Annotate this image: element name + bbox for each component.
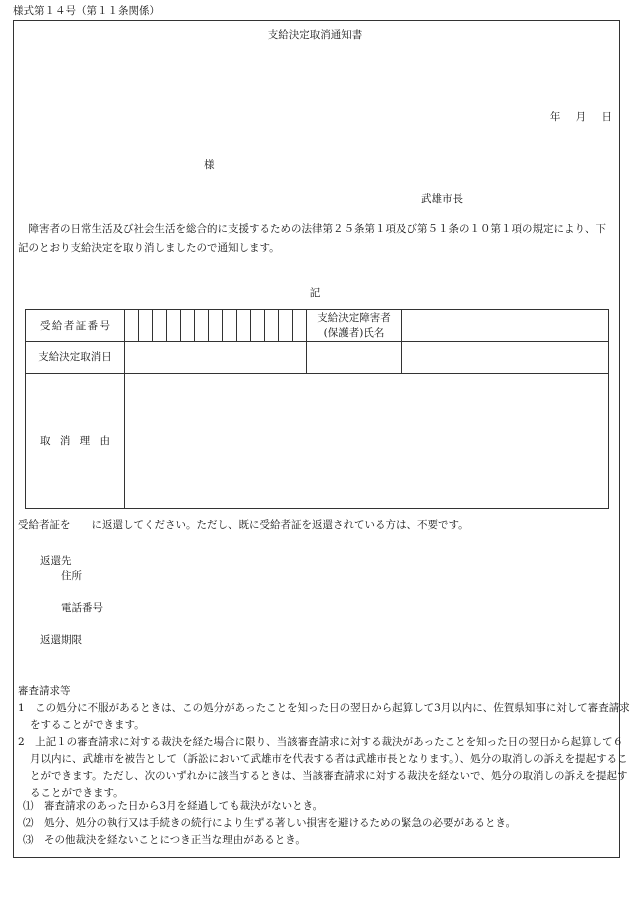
return-note: 受給者証を に返還してください。ただし、既に受給者証を返還されている方は、不要です。 [18, 519, 469, 531]
appeal-sub-item-2: ⑵ 処分、処分の執行又は手続きの続行により生ずる著しい損害を避けるための緊急の必要があるとき。 [23, 817, 517, 829]
person-name-label [307, 310, 402, 342]
return-deadline-label: 返還期限 [40, 634, 82, 646]
cancel-date-extra-a[interactable] [307, 342, 402, 374]
appeal-heading: 審査請求等 [18, 685, 71, 697]
cancel-date-value[interactable] [125, 342, 307, 374]
person-name-label-line2: (保護者)氏名 [323, 326, 385, 339]
digit-cell[interactable] [167, 310, 181, 342]
digit-cell[interactable] [293, 310, 307, 342]
digit-cell[interactable] [181, 310, 195, 342]
appeal-sub-item-1: ⑴ 審査請求のあった日から3月を経過しても裁決がないとき。 [23, 800, 324, 812]
digit-cell[interactable] [209, 310, 223, 342]
digit-cell[interactable] [223, 310, 237, 342]
ki-heading: 記 [309, 287, 321, 299]
notice-body: 障害者の日常生活及び社会生活を総合的に支援するための法律第２５条第１項及び第５１条の１０第１項の規定により、下記のとおり支給決定を取り消しましたので通知します。 [18, 223, 606, 254]
appeal-sub-item-3: ⑶ その他裁決を経ないことにつき正当な理由があるとき。 [23, 834, 306, 846]
info-table [25, 309, 609, 509]
digit-cell[interactable] [125, 310, 139, 342]
digit-cell[interactable] [265, 310, 279, 342]
certificate-number-label: 受給者証番号 [26, 310, 125, 342]
appeal-item-1: 1 この処分に不服があるときは、この処分があったことを知った日の翌日から起算して3月以内に、佐賀県知事に対して審査請求をすることができます。 [18, 702, 630, 731]
date-month: 月 [575, 111, 587, 123]
appeal-item-2: 2 上記１の審査請求に対する裁決を経た場合に限り、当該審査請求に対する裁決があったことを知った日の翌日から起算して６月以内に、武雄市を被告として（訴訟において武雄市を代表する者は武雄市長となります。）、処分の取消しの訴えを提起することができます。ただし、次のいずれかに該当するときは、当該審査請求に対する裁決を経ないで、処分の取消しの訴えを提起することができます。 [18, 736, 628, 799]
return-destination-label: 返還先 [40, 555, 72, 567]
address-label: 住所 [61, 570, 82, 582]
date-day: 日 [601, 111, 612, 123]
digit-cell[interactable] [237, 310, 251, 342]
digit-cell[interactable] [153, 310, 167, 342]
form-number: 様式第１４号（第１１条関係） [13, 5, 160, 17]
cancel-date-label: 支給決定取消日 [26, 342, 125, 374]
digit-cell[interactable] [195, 310, 209, 342]
person-name-value[interactable] [402, 310, 609, 342]
digit-cell[interactable] [251, 310, 265, 342]
recipient-suffix: 様 [204, 159, 215, 171]
digit-cell[interactable] [279, 310, 293, 342]
cancel-date-extra-b[interactable] [402, 342, 609, 374]
digit-cell[interactable] [139, 310, 153, 342]
issuer-name: 武雄市長 [421, 193, 463, 205]
date-year: 年 [549, 111, 561, 123]
cancel-reason-value[interactable] [125, 374, 609, 509]
cancel-reason-label: 取消理由 [26, 374, 125, 509]
date-line [538, 110, 612, 125]
document-title: 支給決定取消通知書 [267, 29, 363, 41]
phone-label: 電話番号 [61, 602, 103, 614]
person-name-label-line1: 支給決定障害者 [317, 311, 391, 324]
